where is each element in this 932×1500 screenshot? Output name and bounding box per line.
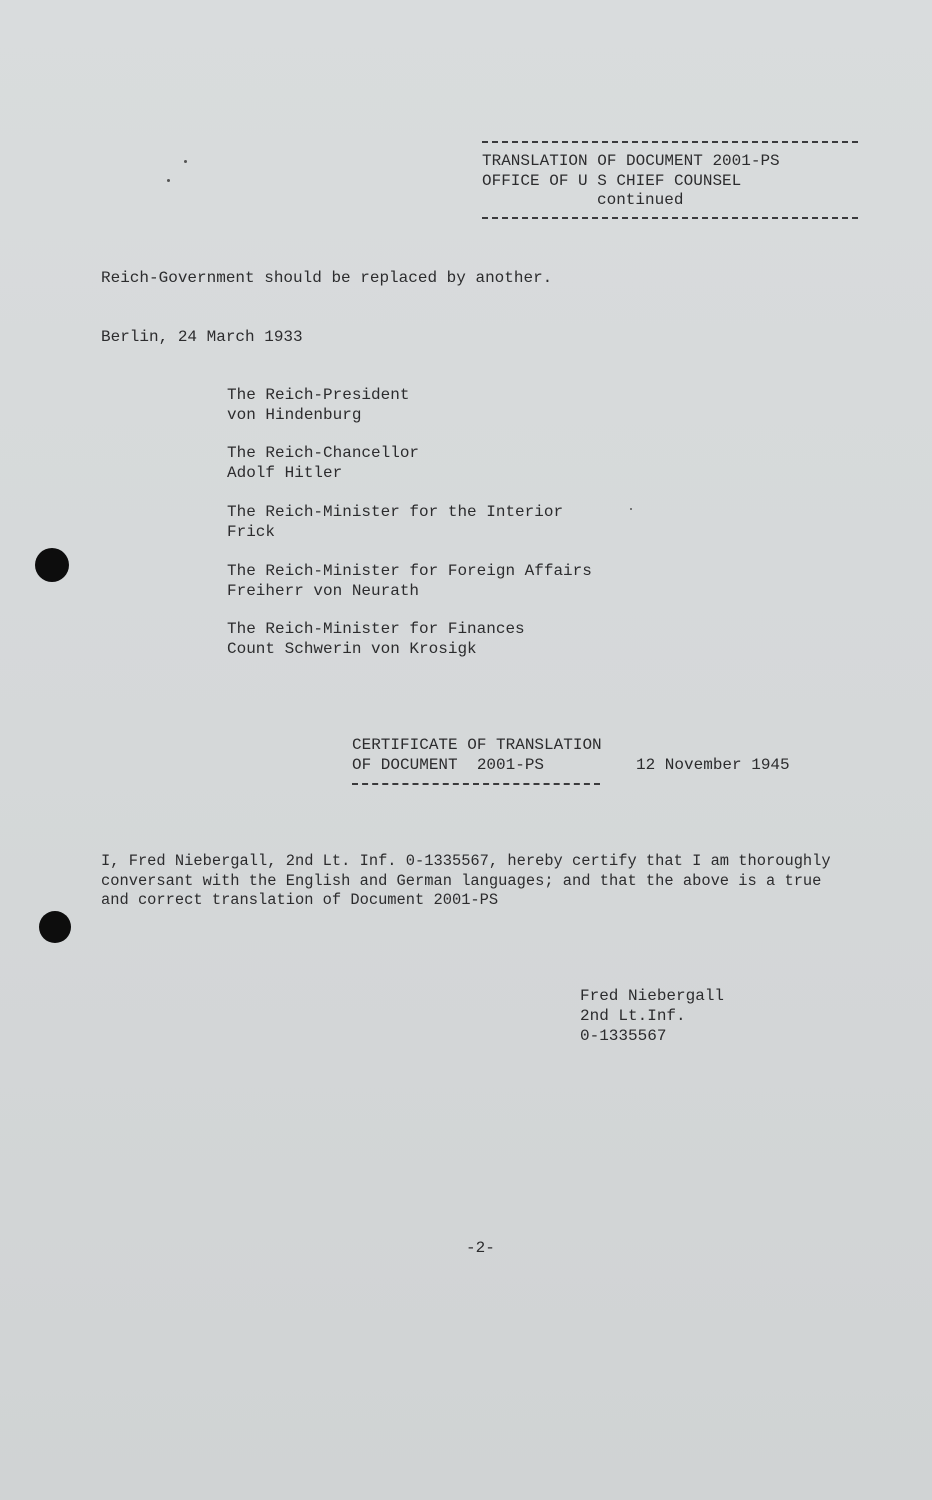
punch-hole (39, 911, 71, 943)
paper-speck (184, 160, 187, 163)
header-line-1: TRANSLATION OF DOCUMENT 2001-PS (482, 152, 780, 170)
signatory-title: The Reich-Chancellor (227, 444, 420, 462)
signatory-title: The Reich-President (227, 386, 410, 404)
punch-hole (35, 548, 69, 582)
signatory-name: Adolf Hitler (227, 464, 343, 482)
certification-line-1: I, Fred Niebergall, 2nd Lt. Inf. 0-1335567, hereby certify that I am thoroughly (101, 852, 831, 870)
signatory-name: Count Schwerin von Krosigk (227, 640, 477, 658)
certificate-heading-2: OF DOCUMENT 2001-PS (352, 756, 545, 774)
signatory-name: von Hindenburg (227, 406, 362, 424)
header-line-3: continued (597, 191, 684, 209)
header-bottom-rule (482, 217, 858, 219)
certificate-date: 12 November 1945 (636, 756, 790, 774)
signature-serial: 0-1335567 (580, 1027, 667, 1045)
header-top-rule (482, 141, 858, 143)
signature-rank: 2nd Lt.Inf. (580, 1007, 686, 1025)
paper-speck (630, 508, 632, 510)
header-line-2: OFFICE OF U S CHIEF COUNSEL (482, 172, 742, 190)
signatory-title: The Reich-Minister for Finances (227, 620, 525, 638)
certificate-rule (352, 783, 600, 785)
opening-sentence: Reich-Government should be replaced by another. (101, 269, 553, 287)
signatory-title: The Reich-Minister for the Interior (227, 503, 564, 521)
signatory-name: Freiherr von Neurath (227, 582, 420, 600)
certification-line-3: and correct translation of Document 2001-PS (101, 891, 499, 909)
signatory-title: The Reich-Minister for Foreign Affairs (227, 562, 592, 580)
page-number: -2- (466, 1239, 495, 1257)
signatory-name: Frick (227, 523, 276, 541)
paper-speck (167, 179, 170, 182)
place-date: Berlin, 24 March 1933 (101, 328, 303, 346)
signature-name: Fred Niebergall (580, 987, 725, 1005)
certificate-heading-1: CERTIFICATE OF TRANSLATION (352, 736, 602, 754)
certification-line-2: conversant with the English and German languages; and that the above is a true (101, 872, 822, 890)
